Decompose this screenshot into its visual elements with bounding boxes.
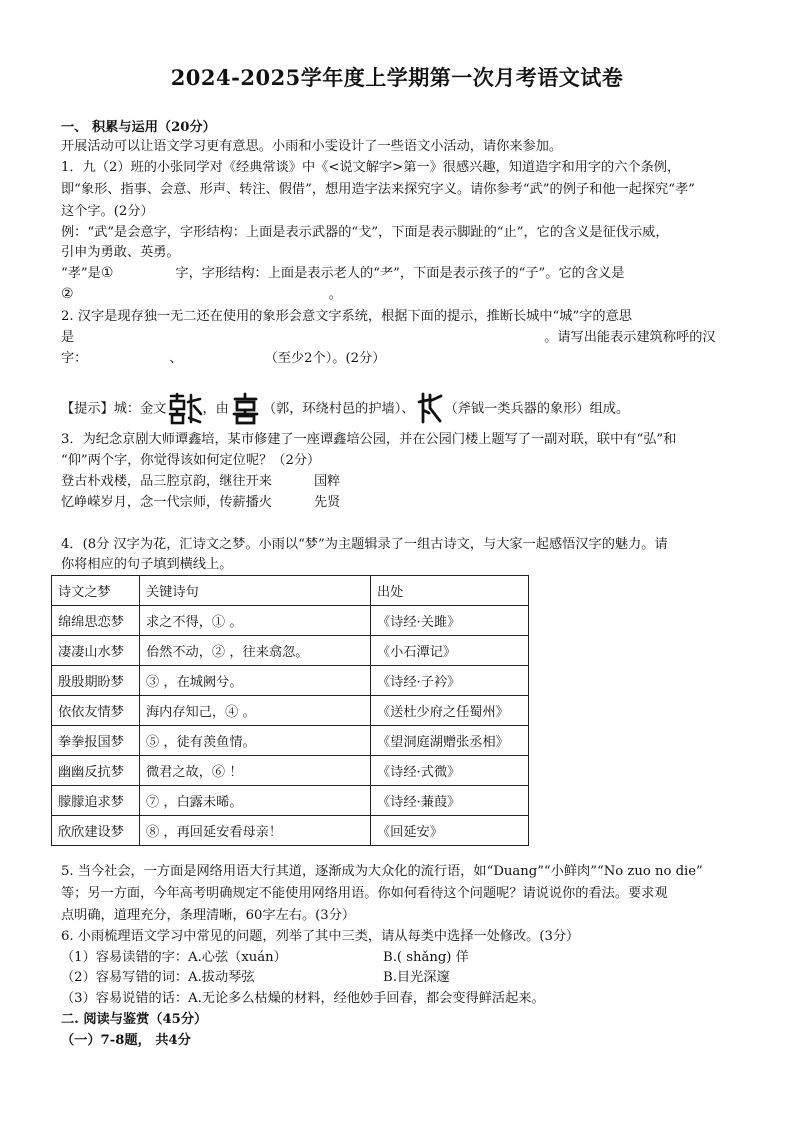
- table-row: [52, 726, 529, 756]
- q1-line-1: 1．九（2）班的小张同学对《经典常谈》中《<说文解字>第一》很感兴趣，知道造字和用字的六个条例，: [61, 160, 681, 175]
- q6-item-1: [61, 948, 469, 967]
- period: 。: [328, 287, 342, 302]
- q1-line-2: 即“象形、指事、会意、形声、转注、假借”，想用造字法来探究字义。请你参考“武”的例子和他一起探究“孝”: [61, 182, 695, 197]
- q2-line-2: [61, 328, 716, 347]
- q2-hint-line: [61, 392, 629, 427]
- table-cell-verse[interactable]: ⑦ ，白露未晞。: [140, 786, 371, 816]
- table-header: 出处: [371, 576, 529, 606]
- q2-line-3: [61, 349, 385, 368]
- hint-text-yue: （斧钺一类兵器的象形）组成。: [444, 401, 630, 417]
- blank-marker-1: ①: [100, 265, 114, 281]
- q4-line-2: 你将相应的句子填到横线上。: [61, 557, 233, 572]
- q6-item-3: （3）容易说错的话：A.无论多么枯燥的材料，经他妙手回春，都会变得鲜活起来。: [61, 991, 545, 1006]
- table-header-row: [52, 576, 529, 606]
- table-cell-source: 《诗经·蒹葭》: [371, 786, 529, 816]
- q3-line-1: 3．为纪念京剧大师谭鑫培，某市修建了一座谭鑫培公园，并在公园门楼上题写了一副对联，联中有“弘”和: [61, 432, 677, 447]
- q1-answer-line: [61, 264, 624, 283]
- table-cell-verse[interactable]: 海内存知己，④ 。: [140, 696, 371, 726]
- table-cell-source: 《望洞庭湖赠张丞相》: [371, 726, 529, 756]
- q5-line-2: 等；另一方面，今年高考明确规定不能使用网络用语。你如何看待这个问题呢？请说说你的看法。要求观: [61, 886, 668, 901]
- q2-line-2-prefix: 是: [61, 330, 75, 345]
- couplet-1-end: 国粹: [314, 474, 341, 489]
- table-row: [52, 756, 529, 786]
- table-header: 关键诗句: [140, 576, 371, 606]
- hint-text-guo: （郭，环绕村邑的护墙）、: [262, 401, 415, 417]
- hint-text-by: ，由: [202, 401, 229, 417]
- couplet-2-end: 先贤: [314, 495, 341, 510]
- table-row: [52, 786, 529, 816]
- table-cell-verse[interactable]: 求之不得，① 。: [140, 606, 371, 636]
- table-cell-source: 《诗经·子衿》: [371, 666, 529, 696]
- q1-example-1: 例：“武”是会意字，字形结构：上面是表示武器的“戈”，下面是表示脚趾的“止”，它的含义是征伐示威，: [61, 225, 669, 240]
- q6-item-2: [61, 968, 450, 987]
- hint-label: 【提示】城：金文: [61, 401, 167, 417]
- table-row: [52, 816, 529, 846]
- couplet-line-1: [61, 472, 340, 491]
- table-cell-theme: 幽幽反抗梦: [52, 756, 140, 786]
- table-cell-source: 《回延安》: [371, 816, 529, 846]
- section-2-heading: 二. 阅读与鉴赏（45分）: [61, 1012, 208, 1027]
- q1-answer-line-2: [61, 285, 342, 304]
- bronze-cheng-glyph-image: [167, 392, 203, 426]
- table-cell-theme: 殷殷期盼梦: [52, 666, 140, 696]
- couplet-1-text: 登古朴戏楼，品三腔京韵，继往开来: [61, 474, 272, 489]
- couplet-line-2: [61, 493, 340, 512]
- axe-weapon-glyph-image: [415, 392, 445, 426]
- q2-separator: 、: [169, 351, 183, 366]
- section-1-intro: 开展活动可以让语文学习更有意思。小雨和小雯设计了一些语文小活动，请你来参加。: [61, 139, 563, 154]
- q2-line-3-prefix: 字：: [61, 351, 88, 366]
- q4-line-1: 4．(8分 汉字为花，汇诗文之梦。小雨以“梦”为主题辑录了一组古诗文，与大家一起感悟汉字的魅力。请: [61, 537, 668, 552]
- q2-line-1: 2. 汉字是现存独一无二还在使用的象形会意文字系统，根据下面的提示，推断长城中“城”字的意思: [61, 309, 632, 324]
- table-cell-verse[interactable]: 微君之故，⑥ ！: [140, 756, 371, 786]
- q2-line-2-suffix: 。请写出能表示建筑称呼的汉: [544, 330, 716, 345]
- table-header: 诗文之梦: [52, 576, 140, 606]
- table-cell-theme: 拳拳报国梦: [52, 726, 140, 756]
- q6-line-1: 6. 小雨梳理语文学习中常见的问题，列举了其中三类，请从每类中选择一处修改。(3分）: [61, 929, 580, 944]
- q1-answer-prefix: “孝”是: [61, 266, 101, 281]
- table-cell-source: 《小石潭记》: [371, 636, 529, 666]
- table-cell-theme: 依依友情梦: [52, 696, 140, 726]
- q2-line-3-suffix: （至少2个）。(2分）: [264, 351, 386, 366]
- table-cell-source: 《诗经·关雎》: [371, 606, 529, 636]
- q5-line-1: 5. 当今社会，一方面是网络用语大行其道，逐渐成为大众化的流行语，如“Duang”“小鲜肉”“No zuo no die”: [61, 864, 703, 879]
- table-cell-theme: 绵绵思恋梦: [52, 606, 140, 636]
- q1-example-2: 引申为勇敢、英勇。: [61, 245, 180, 260]
- table-row: [52, 636, 529, 666]
- table-cell-source: 《送杜少府之任蜀州》: [371, 696, 529, 726]
- section-1-heading: 一、 积累与运用（20分）: [61, 120, 216, 135]
- table-cell-theme: 欣欣建设梦: [52, 816, 140, 846]
- table-cell-verse[interactable]: ③ ，在城阙兮。: [140, 666, 371, 696]
- q6-item-2-option-a: （2）容易写错的词：A.拔动琴弦: [61, 970, 255, 985]
- table-cell-verse[interactable]: 佁然不动，② ，往来翕忽。: [140, 636, 371, 666]
- blank-marker-2: ②: [61, 286, 74, 302]
- q6-item-1-option-b: B.( shǎng) 佯: [383, 950, 469, 965]
- q3-line-2: “仰”两个字，你觉得该如何定位呢？（2分）: [61, 453, 321, 468]
- q6-item-2-option-b: B.目光深邃: [383, 970, 450, 985]
- table-cell-source: 《诗经·式微》: [371, 756, 529, 786]
- guo-wall-glyph-image: [229, 392, 263, 426]
- table-cell-theme: 凄凄山水梦: [52, 636, 140, 666]
- q6-item-1-option-a: （1）容易读错的字：A.心弦（xuán）: [61, 950, 287, 965]
- table-row: [52, 606, 529, 636]
- q5-line-3: 点明确，道理充分，条理清晰，60字左右。(3分）: [61, 908, 356, 923]
- q1-answer-text: 字，字形结构：上面是表示老人的“耂”，下面是表示孩子的“子”。它的含义是: [175, 266, 625, 281]
- couplet-2-text: 忆峥嵘岁月，念一代宗师，传薪播火: [61, 495, 272, 510]
- table-cell-theme: 朦朦追求梦: [52, 786, 140, 816]
- section-2-subheading: （一）7-8题， 共4分: [61, 1033, 191, 1048]
- exam-title: 2024-2025学年度上学期第一次月考语文试卷: [170, 65, 624, 90]
- table-row: [52, 696, 529, 726]
- table-row: [52, 666, 529, 696]
- poem-table: [51, 575, 529, 846]
- q1-line-3: 这个字。(2分）: [61, 204, 154, 219]
- table-cell-verse[interactable]: ⑤ ，徒有羡鱼情。: [140, 726, 371, 756]
- table-cell-verse[interactable]: ⑧ ，再回延安看母亲！: [140, 816, 371, 846]
